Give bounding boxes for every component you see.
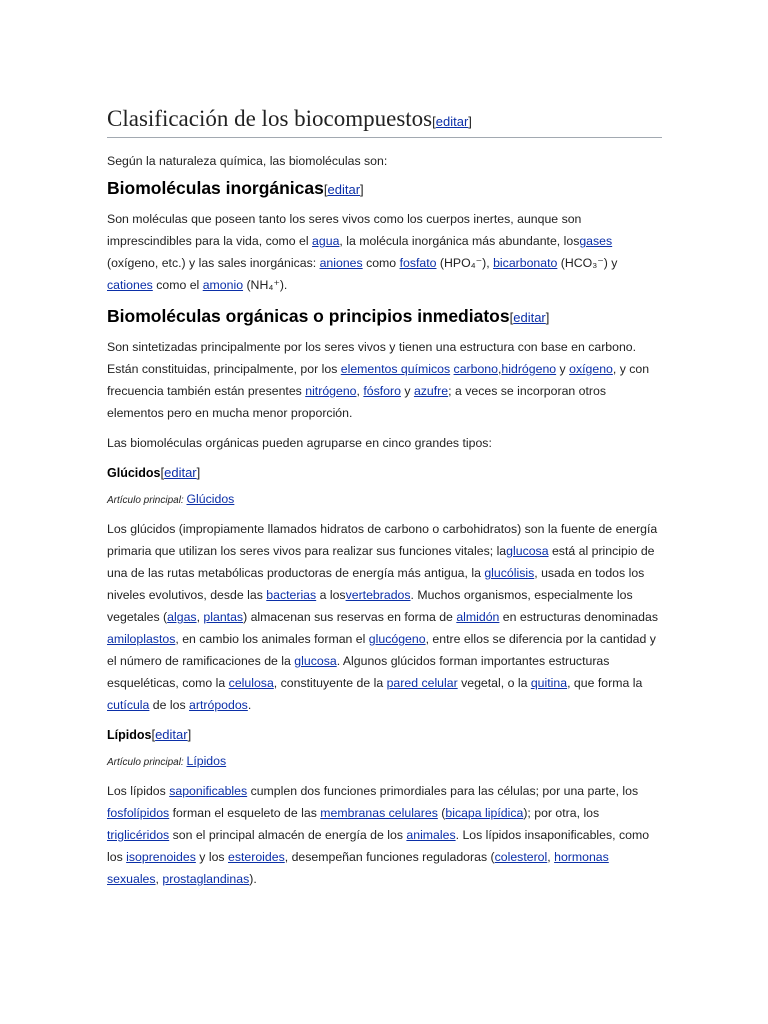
- edit-link[interactable]: editar: [513, 310, 546, 325]
- heading-lipidos-text: Lípidos: [107, 728, 152, 742]
- link-main-lipidos[interactable]: Lípidos: [186, 754, 227, 768]
- paragraph-glucidos: Los glúcidos (impropiamente llamados hidratos de carbono o carbohidratos) son la fuente de energía primaria que utilizan los seres vivos para realizar sus funciones vitales; laglucosa está al principio de una de las rutas metabólicas productoras de energía más antigua, la glucólisis, usada en todos los niveles evolutivos, desde las bacterias a losvertebrados. Muchos organismos, especialmente los vegetales (algas, plantas) almacenan sus reservas en forma de almidón en estructuras denominadas amiloplastos, en cambio los animales forman el glucógeno, entre ellos se diferencia por la cantidad y el número de ramificaciones de la glucosa. Algunos glúcidos forman importantes estructuras esqueléticas, como la celulosa, constituyente de la pared celular vegetal, o la quitina, que forma la cutícula de los artrópodos.: [107, 522, 658, 712]
- link-hormonas-sexuales[interactable]: hormonas sexuales: [107, 850, 609, 886]
- link-colesterol[interactable]: colesterol: [494, 850, 548, 864]
- link-oxigeno[interactable]: oxígeno: [569, 362, 613, 376]
- heading-inorganicas-text: Biomoléculas inorgánicas: [107, 178, 324, 198]
- paragraph-inorganicas: Son moléculas que poseen tanto los seres vivos como los cuerpos inertes, aunque son imprescindibles para la vida, como el agua, la molécula inorgánica más abundante, losgases (oxígeno, etc.) y las sales inorgánicas: aniones como fosfato (HPO₄⁻), bicarbonato (HCO₃⁻) y cationes como el amonio (NH₄⁺).: [107, 212, 618, 292]
- link-artropodos[interactable]: artrópodos: [189, 698, 248, 712]
- section-title: [107, 104, 662, 138]
- article-content: [107, 104, 662, 898]
- link-elementos-quimicos[interactable]: elementos químicos: [340, 362, 451, 376]
- link-nitrogeno[interactable]: nitrógeno: [305, 384, 357, 398]
- heading-organicas: Biomoléculas orgánicas o principios inmediatos[editar]: [107, 306, 550, 326]
- link-hidrogeno[interactable]: hidrógeno: [501, 362, 557, 376]
- link-prostaglandinas[interactable]: prostaglandinas: [162, 872, 250, 886]
- link-carbono[interactable]: carbono: [453, 362, 498, 376]
- edit-link[interactable]: editar: [155, 727, 188, 742]
- heading-glucidos: Glúcidos[editar]: [107, 465, 201, 480]
- link-animales[interactable]: animales: [406, 828, 456, 842]
- paragraph-tipos: Las biomoléculas orgánicas pueden agruparse en cinco grandes tipos:: [107, 436, 492, 450]
- heading-inorganicas: Biomoléculas inorgánicas[editar]: [107, 178, 364, 198]
- edit-link[interactable]: editar: [435, 114, 469, 129]
- link-amonio[interactable]: amonio: [202, 278, 244, 292]
- heading-lipidos: Lípidos[editar]: [107, 727, 192, 742]
- link-pared-celular[interactable]: pared celular: [386, 676, 458, 690]
- link-aniones[interactable]: aniones: [319, 256, 363, 270]
- section-title-text: Clasificación de los biocompuestos: [107, 106, 433, 131]
- link-plantas[interactable]: plantas: [203, 610, 244, 624]
- link-cationes[interactable]: cationes: [107, 278, 153, 292]
- link-trigliceridos[interactable]: triglicéridos: [107, 828, 170, 842]
- link-main-glucidos[interactable]: Glúcidos: [186, 492, 235, 506]
- main-article-note: Artículo principal: Lípidos: [107, 754, 227, 768]
- intro-paragraph: Según la naturaleza química, las biomoléculas son:: [107, 154, 388, 168]
- link-gases[interactable]: gases: [579, 234, 613, 248]
- link-fosforo[interactable]: fósforo: [363, 384, 401, 398]
- heading-glucidos-text: Glúcidos: [107, 466, 161, 480]
- link-algas[interactable]: algas: [167, 610, 197, 624]
- edit-link-wrapper: [editar]: [432, 114, 472, 129]
- link-fosfato[interactable]: fosfato: [399, 256, 437, 270]
- link-glucolisis[interactable]: glucólisis: [484, 566, 535, 580]
- link-azufre[interactable]: azufre: [413, 384, 449, 398]
- edit-link[interactable]: editar: [327, 182, 361, 197]
- link-bicarbonato[interactable]: bicarbonato: [493, 256, 558, 270]
- link-fosfolipidos[interactable]: fosfolípidos: [107, 806, 170, 820]
- link-bacterias[interactable]: bacterias: [266, 588, 317, 602]
- link-esteroides[interactable]: esteroides: [228, 850, 285, 864]
- link-membranas-celulares[interactable]: membranas celulares: [320, 806, 438, 820]
- link-vertebrados[interactable]: vertebrados: [345, 588, 411, 602]
- heading-organicas-text: Biomoléculas orgánicas o principios inmediatos: [107, 306, 510, 326]
- link-agua[interactable]: agua: [312, 234, 340, 248]
- link-bicapa-lipidica[interactable]: bicapa lipídica: [445, 806, 524, 820]
- link-quitina[interactable]: quitina: [530, 676, 568, 690]
- link-celulosa[interactable]: celulosa: [228, 676, 274, 690]
- paragraph-organicas: Son sintetizadas principalmente por los seres vivos y tienen una estructura con base en carbono. Están constituidas, principalmente, por los elementos químicos carbono,hidrógeno y oxígeno, y con frecuencia también están presentes nitrógeno, fósforo y azufre; a veces se incorporan otros elementos pero en mucha menor proporción.: [107, 340, 650, 420]
- link-glucosa-2[interactable]: glucosa: [294, 654, 337, 668]
- link-isoprenoides[interactable]: isoprenoides: [126, 850, 196, 864]
- paragraph-lipidos: Los lípidos saponificables cumplen dos funciones primordiales para las células; por una parte, los fosfolípidos forman el esqueleto de las membranas celulares (bicapa lipídica); por otra, los triglicéridos son el principal almacén de energía de los animales. Los lípidos insaponificables, como los isoprenoides y los esteroides, desempeñan funciones reguladoras (colesterol, hormonas sexuales, prostaglandinas).: [107, 784, 650, 886]
- link-amiloplastos[interactable]: amiloplastos: [107, 632, 176, 646]
- edit-link[interactable]: editar: [164, 465, 197, 480]
- link-glucogeno[interactable]: glucógeno: [368, 632, 426, 646]
- link-glucosa[interactable]: glucosa: [506, 544, 549, 558]
- link-cuticula[interactable]: cutícula: [107, 698, 150, 712]
- link-saponificables[interactable]: saponificables: [169, 784, 248, 798]
- main-article-note: Artículo principal: Glúcidos: [107, 492, 235, 506]
- link-almidon[interactable]: almidón: [456, 610, 500, 624]
